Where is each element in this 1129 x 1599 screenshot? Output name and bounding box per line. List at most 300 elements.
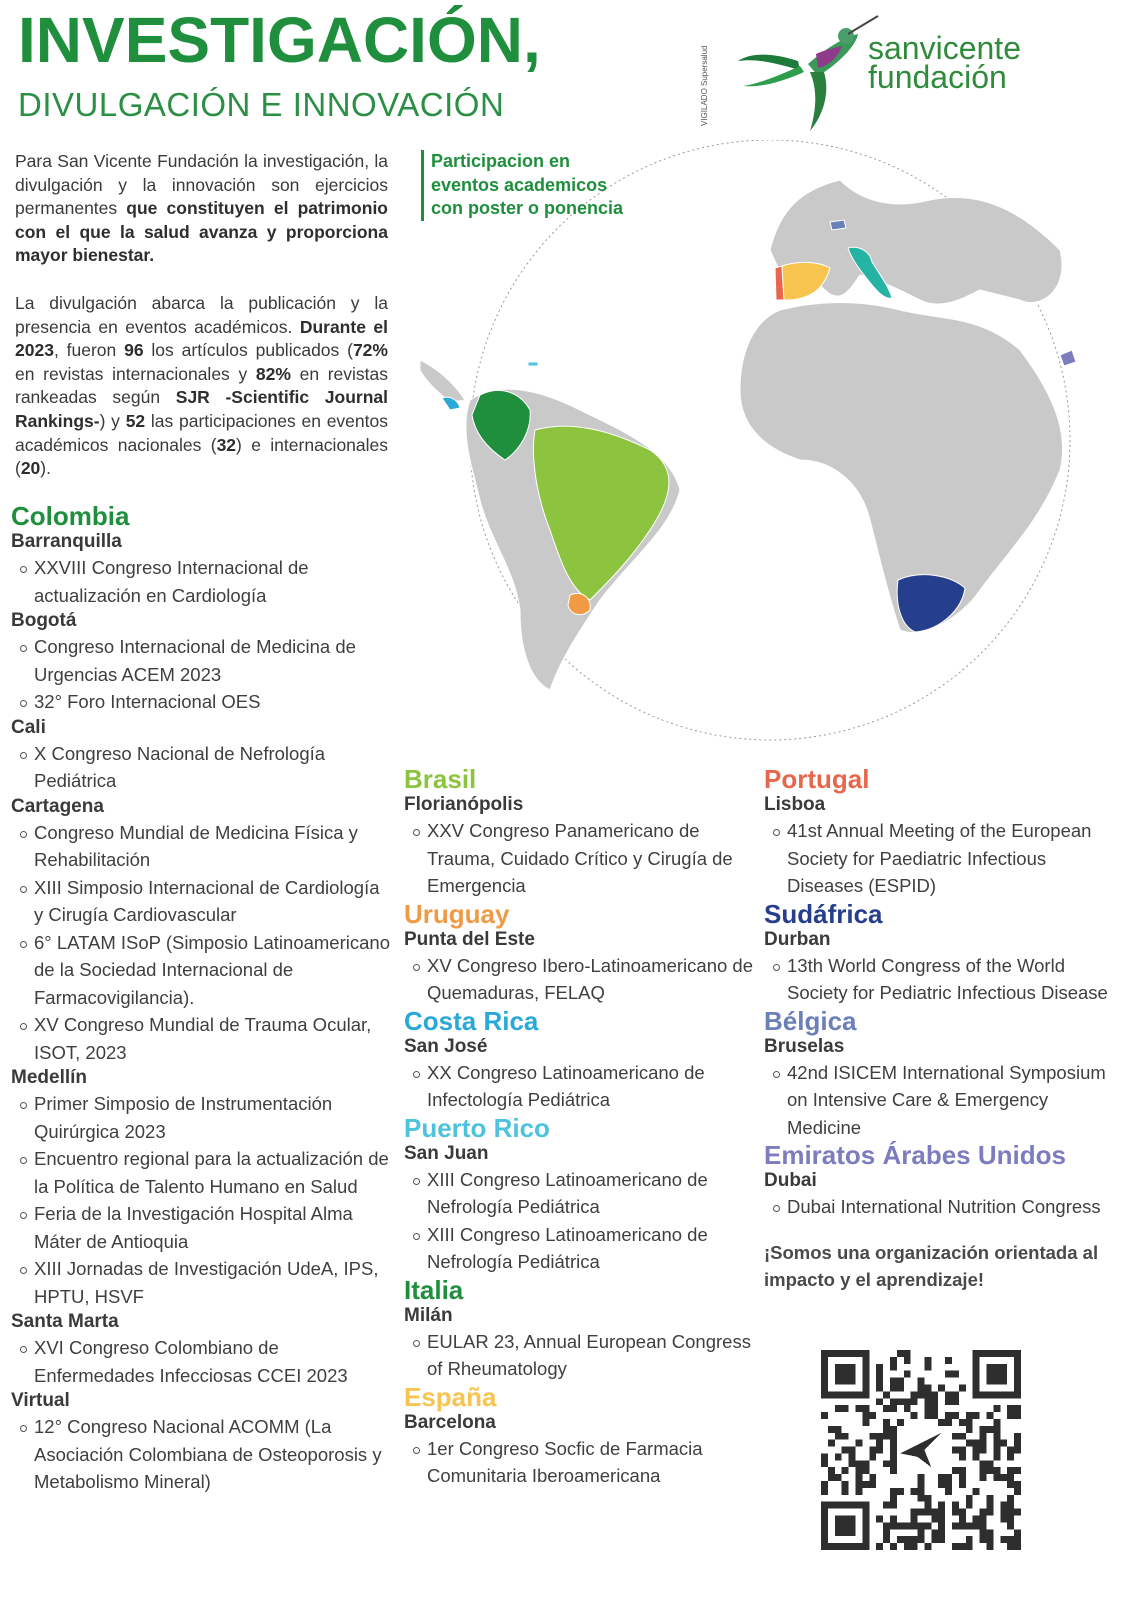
qr-module [945, 1474, 952, 1481]
map-puerto-rico [528, 362, 538, 366]
qr-module [835, 1371, 842, 1378]
qr-module [931, 1536, 938, 1543]
qr-module [959, 1419, 966, 1426]
qr-module [890, 1495, 897, 1502]
qr-module [1014, 1536, 1021, 1543]
qr-module [918, 1529, 925, 1536]
qr-module [904, 1350, 911, 1357]
qr-module [835, 1516, 842, 1523]
qr-module [862, 1357, 869, 1364]
qr-module [980, 1509, 987, 1516]
qr-module [987, 1412, 994, 1419]
qr-module [993, 1364, 1000, 1371]
san-vicente-fundacion-logo [868, 30, 1021, 95]
qr-module [862, 1384, 869, 1391]
event-item: 13th World Congress of the World Society for Pediatric Infectious Disease [764, 952, 1119, 1007]
qr-module [862, 1460, 869, 1467]
qr-module [835, 1364, 842, 1371]
qr-module [821, 1522, 828, 1529]
qr-module [938, 1516, 945, 1523]
qr-module [849, 1529, 856, 1536]
qr-module [911, 1543, 918, 1550]
map-sudafrica [897, 575, 965, 632]
qr-module [924, 1543, 931, 1550]
city-heading: Durban [764, 928, 831, 950]
event-item: Feria de la Investigación Hospital Alma Máter de Antioquia [11, 1200, 391, 1255]
qr-module [973, 1378, 980, 1385]
qr-module [1014, 1350, 1021, 1357]
qr-module [862, 1350, 869, 1357]
qr-bird-icon [900, 1433, 941, 1467]
qr-module [1014, 1384, 1021, 1391]
qr-module [938, 1419, 945, 1426]
qr-module [1007, 1467, 1014, 1474]
event-item: XVI Congreso Colombiano de Enfermedades Infecciosas CCEI 2023 [11, 1334, 391, 1389]
qr-module [987, 1543, 994, 1550]
qr-module [828, 1440, 835, 1447]
qr-module [945, 1412, 952, 1419]
qr-module [862, 1412, 869, 1419]
qr-module [883, 1536, 890, 1543]
qr-module [883, 1522, 890, 1529]
qr-module [842, 1481, 849, 1488]
qr-module [876, 1447, 883, 1454]
qr-module [849, 1391, 856, 1398]
countries-column-2 [404, 765, 764, 1490]
qr-module [1014, 1543, 1021, 1550]
qr-module [904, 1357, 911, 1364]
qr-module [842, 1364, 849, 1371]
qr-module [821, 1357, 828, 1364]
qr-module [842, 1371, 849, 1378]
qr-module [987, 1391, 994, 1398]
qr-module [973, 1522, 980, 1529]
qr-module [938, 1509, 945, 1516]
qr-module [862, 1522, 869, 1529]
qr-module [849, 1516, 856, 1523]
event-item: Congreso Mundial de Medicina Física y Rehabilitación [11, 819, 391, 874]
qr-module [1000, 1509, 1007, 1516]
qr-module [959, 1481, 966, 1488]
qr-module [911, 1488, 918, 1495]
city-heading: Milán [404, 1304, 453, 1326]
qr-module [993, 1467, 1000, 1474]
qr-module [959, 1467, 966, 1474]
qr-module [966, 1543, 973, 1550]
qr-module [973, 1391, 980, 1398]
qr-module [1000, 1364, 1007, 1371]
qr-module [1007, 1502, 1014, 1509]
qr-module [918, 1495, 925, 1502]
qr-module [828, 1350, 835, 1357]
qr-module [987, 1364, 994, 1371]
qr-module [890, 1440, 897, 1447]
qr-module [918, 1481, 925, 1488]
qr-module [862, 1391, 869, 1398]
tagline: ¡Somos una organización orientada al impacto y el aprendizaje! [764, 1241, 1099, 1290]
intro-paragraph-1: Para San Vicente Fundación la investigación, la divulgación y la innovación son ejercicios permanentes que constituyen el patrimonio con el que la salud avanza y proporciona mayor bienestar. [15, 151, 388, 266]
city-heading: Punta del Este [404, 928, 535, 950]
qr-module [952, 1502, 959, 1509]
qr-module [862, 1536, 869, 1543]
city-heading: Santa Marta [11, 1311, 119, 1332]
qr-module [855, 1350, 862, 1357]
qr-module [828, 1502, 835, 1509]
event-item: 42nd ISICEM International Symposium on Intensive Care & Emergency Medicine [764, 1059, 1119, 1142]
qr-module [973, 1371, 980, 1378]
qr-module [849, 1378, 856, 1385]
event-item: EULAR 23, Annual European Congress of Rheumatology [404, 1328, 764, 1383]
map-emiratos [1060, 350, 1076, 366]
qr-module [1014, 1488, 1021, 1495]
qr-module [911, 1509, 918, 1516]
qr-module [1007, 1543, 1014, 1550]
qr-module [821, 1391, 828, 1398]
qr-module [842, 1378, 849, 1385]
qr-module [924, 1509, 931, 1516]
qr-module [966, 1502, 973, 1509]
qr-module [855, 1405, 862, 1412]
qr-module [876, 1384, 883, 1391]
event-item: 32° Foro Internacional OES [11, 688, 391, 716]
qr-module [952, 1447, 959, 1454]
qr-module [855, 1481, 862, 1488]
qr-module [1014, 1433, 1021, 1440]
city-heading: Cartagena [11, 795, 104, 817]
event-item: XX Congreso Latinoamericano de Infectología Pediátrica [404, 1059, 764, 1114]
qr-module [842, 1405, 849, 1412]
qr-module [835, 1502, 842, 1509]
qr-module [993, 1474, 1000, 1481]
qr-module [869, 1481, 876, 1488]
qr-module [1007, 1474, 1014, 1481]
event-item: 41st Annual Meeting of the European Society for Paediatric Infectious Diseases (ESPID) [764, 817, 1119, 900]
qr-module [821, 1516, 828, 1523]
qr-module [911, 1412, 918, 1419]
qr-module [952, 1412, 959, 1419]
qr-module [918, 1391, 925, 1398]
qr-module [1007, 1495, 1014, 1502]
qr-module [890, 1460, 897, 1467]
qr-module [911, 1516, 918, 1523]
map-caption-line2: eventos academicos [431, 174, 608, 195]
qr-module [862, 1405, 869, 1412]
intro-paragraph-2: La divulgación abarca la publicación y la presencia en eventos académicos. Durante el 2023, fueron 96 los artículos publicados (72% en revistas internacionales y 82% en revistas rankeadas según SJR -Scientific Journal Rankings-) y 52 las participaciones en eventos académicos nacionales (32) e internacionales (20). [15, 292, 389, 479]
page-title: INVESTIGACIÓN, [18, 4, 541, 76]
qr-module [890, 1543, 897, 1550]
qr-module [980, 1522, 987, 1529]
qr-module [987, 1426, 994, 1433]
qr-module [945, 1398, 952, 1405]
map-caption-line3: con poster o ponencia [431, 198, 624, 218]
qr-module [849, 1447, 856, 1454]
qr-module [855, 1391, 862, 1398]
event-item: Congreso Internacional de Medicina de Urgencias ACEM 2023 [11, 633, 391, 688]
qr-module [987, 1460, 994, 1467]
qr-module [980, 1467, 987, 1474]
qr-module [966, 1426, 973, 1433]
city-heading: Dubai [764, 1170, 817, 1191]
qr-module [959, 1543, 966, 1550]
qr-module [1000, 1516, 1007, 1523]
city-heading: Florianópolis [404, 794, 524, 815]
event-item: 12° Congreso Nacional ACOMM (La Asociación Colombiana de Osteoporosis y Metabolismo Mineral) [11, 1413, 391, 1496]
qr-module [1014, 1371, 1021, 1378]
qr-module [1014, 1440, 1021, 1447]
qr-module [849, 1350, 856, 1357]
qr-module [993, 1391, 1000, 1398]
world-map [420, 140, 1120, 760]
qr-module [835, 1453, 842, 1460]
qr-module [945, 1481, 952, 1488]
qr-module [842, 1516, 849, 1523]
qr-module [987, 1378, 994, 1385]
qr-module [1000, 1502, 1007, 1509]
qr-module [835, 1350, 842, 1357]
qr-module [876, 1433, 883, 1440]
qr-module [821, 1502, 828, 1509]
qr-module [959, 1447, 966, 1454]
qr-module [821, 1481, 828, 1488]
country-heading: España [404, 1381, 497, 1412]
qr-module [862, 1481, 869, 1488]
city-heading: San José [404, 1035, 488, 1057]
qr-module [959, 1384, 966, 1391]
qr-module [911, 1536, 918, 1543]
qr-module [1014, 1364, 1021, 1371]
qr-module [1007, 1350, 1014, 1357]
qr-module [1000, 1378, 1007, 1385]
event-item: 1er Congreso Socfic de Farmacia Comunitaria Iberoamericana [404, 1435, 764, 1490]
qr-module [869, 1412, 876, 1419]
qr-module [980, 1529, 987, 1536]
qr-module [938, 1481, 945, 1488]
qr-module [897, 1378, 904, 1385]
qr-module [883, 1419, 890, 1426]
qr-module [855, 1502, 862, 1509]
qr-module [890, 1433, 897, 1440]
qr-module [966, 1522, 973, 1529]
event-item: XIII Simposio Internacional de Cardiología y Cirugía Cardiovascular [11, 874, 391, 929]
qr-module [924, 1364, 931, 1371]
country-heading: Bélgica [764, 1005, 857, 1036]
qr-module [883, 1405, 890, 1412]
qr-module [938, 1536, 945, 1543]
qr-module [890, 1453, 897, 1460]
country-heading: Emiratos Árabes Unidos [764, 1140, 1066, 1170]
qr-module [918, 1384, 925, 1391]
qr-module [973, 1516, 980, 1523]
qr-module [869, 1447, 876, 1454]
qr-module [952, 1433, 959, 1440]
qr-module [890, 1405, 897, 1412]
qr-module [862, 1529, 869, 1536]
qr-module [1014, 1509, 1021, 1516]
qr-module [821, 1529, 828, 1536]
qr-module [980, 1433, 987, 1440]
qr-module [883, 1391, 890, 1398]
qr-module [821, 1536, 828, 1543]
qr-module [924, 1522, 931, 1529]
country-heading: Sudáfrica [764, 898, 883, 929]
qr-module [849, 1460, 856, 1467]
qr-module [918, 1536, 925, 1543]
qr-module [862, 1419, 869, 1426]
qr-module [980, 1474, 987, 1481]
qr-module [987, 1371, 994, 1378]
qr-module [993, 1371, 1000, 1378]
qr-module [924, 1357, 931, 1364]
qr-module [980, 1440, 987, 1447]
qr-module [918, 1378, 925, 1385]
country-heading: Puerto Rico [404, 1112, 550, 1143]
qr-module [876, 1516, 883, 1523]
vigilado-supersalud-mark: VIGILADO Supersalud [700, 45, 709, 126]
qr-module [918, 1488, 925, 1495]
qr-module [987, 1509, 994, 1516]
qr-module [828, 1467, 835, 1474]
qr-module [890, 1516, 897, 1523]
qr-module [883, 1426, 890, 1433]
qr-module [849, 1371, 856, 1378]
qr-module [987, 1536, 994, 1543]
qr-module [952, 1391, 959, 1398]
qr-module [897, 1488, 904, 1495]
logo-line2: fundación [868, 58, 1007, 95]
qr-module [862, 1371, 869, 1378]
qr-module [924, 1502, 931, 1509]
qr-module [1007, 1536, 1014, 1543]
qr-module [869, 1453, 876, 1460]
qr-module [966, 1440, 973, 1447]
colombia-section [11, 502, 391, 1496]
qr-module [1007, 1412, 1014, 1419]
qr-module [938, 1502, 945, 1509]
qr-module [959, 1474, 966, 1481]
qr-module [869, 1433, 876, 1440]
qr-module [987, 1529, 994, 1536]
qr-module [855, 1474, 862, 1481]
qr-module [945, 1357, 952, 1364]
qr-module [835, 1529, 842, 1536]
city-heading: Barcelona [404, 1411, 496, 1433]
qr-module [980, 1536, 987, 1543]
qr-module [821, 1378, 828, 1385]
qr-module [1007, 1509, 1014, 1516]
qr-module [821, 1412, 828, 1419]
qr-module [897, 1398, 904, 1405]
qr-module [1014, 1467, 1021, 1474]
qr-module [938, 1384, 945, 1391]
qr-module [890, 1378, 897, 1385]
qr-code[interactable] [821, 1350, 1021, 1550]
qr-module [931, 1398, 938, 1405]
qr-module [855, 1543, 862, 1550]
qr-module [980, 1391, 987, 1398]
qr-module [993, 1419, 1000, 1426]
qr-module [1007, 1481, 1014, 1488]
qr-module [821, 1460, 828, 1467]
qr-module [883, 1460, 890, 1467]
qr-module [842, 1543, 849, 1550]
qr-module [980, 1460, 987, 1467]
qr-module [945, 1391, 952, 1398]
qr-module [973, 1364, 980, 1371]
colombia-cities [11, 530, 391, 1496]
qr-module [835, 1474, 842, 1481]
qr-module [973, 1350, 980, 1357]
event-item: XIII Congreso Latinoamericano de Nefrología Pediátrica [404, 1166, 764, 1221]
qr-module [973, 1384, 980, 1391]
qr-module [897, 1522, 904, 1529]
qr-module [890, 1467, 897, 1474]
qr-module [821, 1543, 828, 1550]
qr-module [890, 1488, 897, 1495]
qr-module [876, 1398, 883, 1405]
qr-module [849, 1502, 856, 1509]
qr-module [890, 1447, 897, 1454]
event-item: XXVIII Congreso Internacional de actualización en Cardiología [11, 554, 391, 609]
qr-module [842, 1502, 849, 1509]
map-caption [421, 150, 623, 221]
qr-module [931, 1391, 938, 1398]
qr-module [993, 1426, 1000, 1433]
qr-module [904, 1398, 911, 1405]
qr-module [993, 1447, 1000, 1454]
qr-module [828, 1426, 835, 1433]
qr-module [821, 1488, 828, 1495]
qr-module [993, 1350, 1000, 1357]
qr-module [1000, 1350, 1007, 1357]
event-item: Encuentro regional para la actualización de la Política de Talento Humano en Salud [11, 1145, 391, 1200]
qr-module [862, 1543, 869, 1550]
qr-module [821, 1453, 828, 1460]
qr-module [821, 1384, 828, 1391]
country-heading-colombia: Colombia [11, 501, 130, 531]
qr-module [876, 1371, 883, 1378]
qr-module [938, 1522, 945, 1529]
qr-module [862, 1364, 869, 1371]
qr-module [966, 1419, 973, 1426]
qr-module [862, 1378, 869, 1385]
qr-module [924, 1495, 931, 1502]
qr-module [821, 1371, 828, 1378]
qr-module [842, 1433, 849, 1440]
qr-module [931, 1405, 938, 1412]
qr-module [904, 1522, 911, 1529]
qr-module [924, 1384, 931, 1391]
qr-module [966, 1495, 973, 1502]
event-item: XIII Jornadas de Investigación UdeA, IPS, HPTU, HSVF [11, 1255, 391, 1310]
qr-module [821, 1350, 828, 1357]
qr-module [973, 1412, 980, 1419]
qr-module [911, 1522, 918, 1529]
countries-column-3-list [764, 765, 1119, 1221]
qr-module [993, 1378, 1000, 1385]
qr-module [904, 1536, 911, 1543]
qr-module [931, 1516, 938, 1523]
country-heading: Uruguay [404, 898, 510, 929]
event-item: Primer Simposio de Instrumentación Quirúrgica 2023 [11, 1090, 391, 1145]
hummingbird-logo-icon [738, 6, 888, 136]
qr-module [911, 1391, 918, 1398]
qr-module [890, 1502, 897, 1509]
qr-module [890, 1384, 897, 1391]
qr-module [1007, 1522, 1014, 1529]
qr-module [945, 1488, 952, 1495]
qr-module [835, 1433, 842, 1440]
qr-module [876, 1364, 883, 1371]
